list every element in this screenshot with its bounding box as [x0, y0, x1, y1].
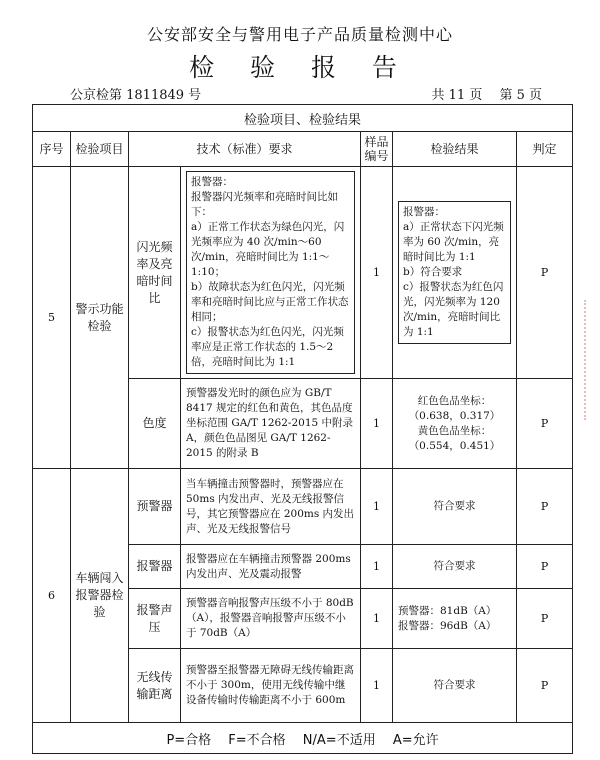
subitem-cell: 报警声压	[129, 589, 181, 649]
requirement-cell: 预警器音响报警声压级不小于 80dB（A），报警器音响报警声压级不小于 70dB（A）	[181, 589, 361, 649]
col-header-judgement: 判定	[517, 132, 573, 167]
seal-stamp-edge	[584, 300, 596, 420]
result-cell: 符合要求	[393, 649, 517, 723]
table-row	[33, 167, 573, 379]
subitem-cell: 色度	[129, 379, 181, 469]
judgement-cell: P	[517, 469, 573, 545]
result-cell: 符合要求	[393, 545, 517, 589]
item-cell: 车辆闯入报警器检验	[71, 469, 129, 723]
result-cell: 预警器：81dB（A） 报警器：96dB（A）	[393, 589, 517, 649]
judgement-cell: P	[517, 589, 573, 649]
page-counter: 共 11 页 第 5 页	[431, 88, 542, 103]
report-number: 公京检第 1811849 号	[70, 88, 202, 103]
result-text: 报警器： a）正常状态下闪光频率为 60 次/min，亮暗时间比为 1:1 b）符合要求 c）报警状态为红色闪光，闪光频率为 120 次/min，亮暗时间比为 1:1	[398, 201, 511, 344]
sample-cell: 1	[361, 649, 393, 723]
judgement-cell: P	[517, 167, 573, 379]
judgement-cell: P	[517, 545, 573, 589]
sample-cell: 1	[361, 589, 393, 649]
seq-cell: 6	[33, 469, 71, 723]
result-cell: 红色色品坐标： （0.638，0.317） 黄色色品坐标： （0.554，0.451）	[393, 379, 517, 469]
subitem-cell: 闪光频率及亮暗时间比	[129, 167, 181, 379]
table-row	[33, 469, 573, 545]
judgement-legend: P=合格 F=不合格 N/A=不适用 A=允许	[33, 723, 573, 754]
requirement-cell: 预警器发光时的颜色应为 GB/T 8417 规定的红色和黄色，其色品度坐标范围 GA/T 1262-2015 中附录 A，颜色色品图见 GA/T 1262-2015 的附录 B	[181, 379, 361, 469]
subitem-cell: 无线传输距离	[129, 649, 181, 723]
sample-cell: 1	[361, 545, 393, 589]
result-cell	[393, 167, 517, 379]
results-table	[32, 104, 573, 754]
requirement-cell: 当车辆撞击预警器时，预警器应在 50ms 内发出声、光及无线报警信号，其它预警器应在 200ms 内发出声、光及无线报警信号	[181, 469, 361, 545]
subitem-cell: 报警器	[129, 545, 181, 589]
result-cell: 符合要求	[393, 469, 517, 545]
section-title: 检验项目、检验结果	[33, 105, 573, 132]
judgement-cell: P	[517, 649, 573, 723]
subitem-cell: 预警器	[129, 469, 181, 545]
col-header-seq: 序号	[33, 132, 71, 167]
col-header-result: 检验结果	[393, 132, 517, 167]
sample-cell: 1	[361, 379, 393, 469]
col-header-item: 检验项目	[71, 132, 129, 167]
requirement-cell: 报警器应在车辆撞击预警器 200ms 内发出声、光及震动报警	[181, 545, 361, 589]
seq-cell: 5	[33, 167, 71, 469]
requirement-cell: 预警器至报警器无障碍无线传输距离不小于 300m，使用无线传输中继设备传输时传输距离不小于 600m	[181, 649, 361, 723]
sample-cell: 1	[361, 167, 393, 379]
issuing-organization: 公安部安全与警用电子产品质量检测中心	[146, 25, 453, 44]
col-header-requirement: 技术（标准）要求	[129, 132, 361, 167]
col-header-sample: 样品编号	[361, 132, 393, 167]
requirement-cell	[181, 167, 361, 379]
item-cell: 警示功能检验	[71, 167, 129, 469]
report-title: 检 验 报 告	[189, 53, 411, 82]
sample-cell: 1	[361, 469, 393, 545]
judgement-cell: P	[517, 379, 573, 469]
requirement-text: 报警器： 报警器闪光频率和亮暗时间比如下： a）正常工作状态为绿色闪光，闪光频率应为 40 次/min～60 次/min，亮暗时间比为 1:1～1:10； b）故障状态为红色闪光，闪光频率和亮暗时间比应与正常工作状态相同； c）报警状态为红色闪光，闪光频率应是正常工作状态的 1.5～2 倍，亮暗时间比为 1:1	[186, 171, 355, 374]
